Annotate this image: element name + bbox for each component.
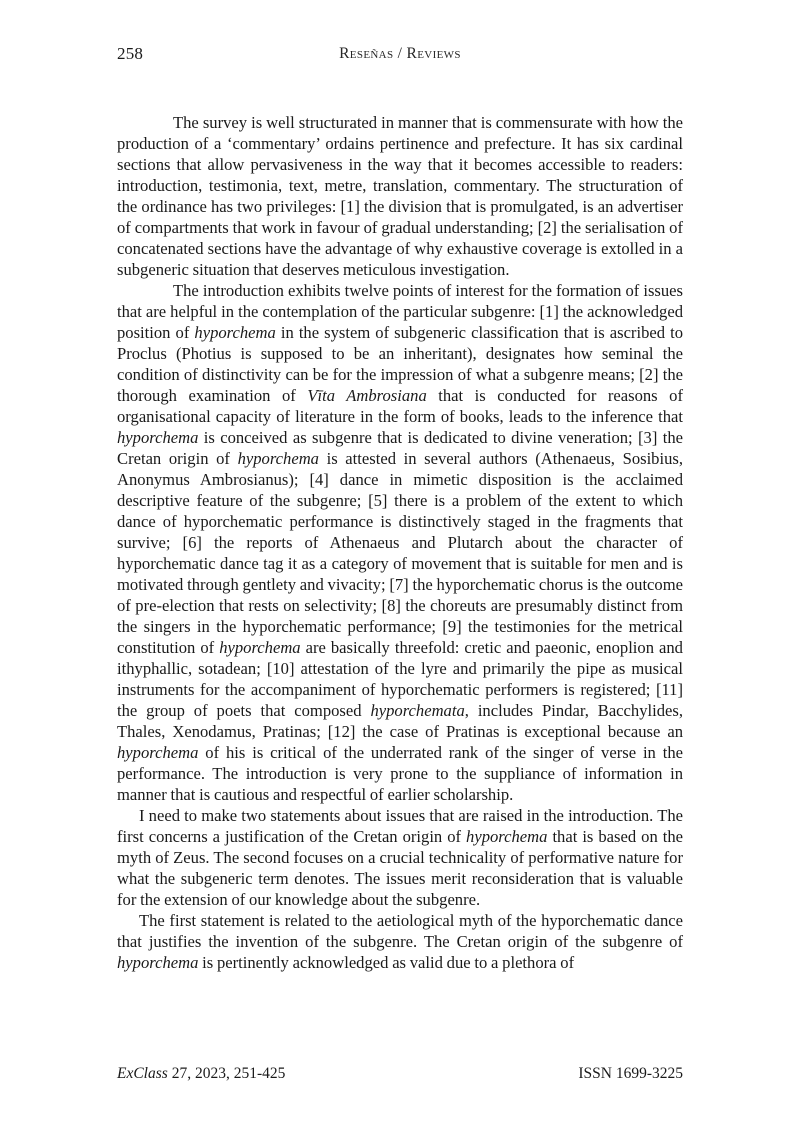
- italic-term: hyporchema: [237, 449, 319, 468]
- text-run: is conceived as subgenre that is dedicated to divine veneration; [3] the Cretan origin of: [117, 428, 683, 468]
- page-number: 258: [117, 44, 144, 63]
- paragraph-para-introduction: [117, 280, 683, 805]
- text-run: The survey is well structurated in manner that is commensurate with how the production of a ‘commentary’ ordains pertinence and prefecture. It has six cardinal sections that allow pervasiveness in the way that it becomes accessible to readers: introduction, testimonia, text, metre, translation, commentary. The structuration of the ordinance has two privileges: [1] the division that is promulgated, is an advertiser of compartments that work in favour of gradual understanding; [2] the serialisation of concatenated sections have the advantage of why exhaustive coverage is extolled in a subgeneric situation that deserves meticulous investigation.: [117, 113, 683, 279]
- italic-term: hyporchema: [117, 428, 199, 447]
- text-run: is pertinently acknowledged as valid due to a plethora of: [198, 953, 575, 972]
- italic-term: hyporchema: [117, 953, 199, 972]
- text-run: are basically threefold: cretic and paeonic, enoplion and ithyphallic, sotadean; [10] attestation of the lyre and primarily the pipe as musical instruments for the accompaniment of hyporchematic performers is registered; [11] the group of poets that composed: [117, 638, 683, 720]
- footer-citation-detail: 27, 2023, 251-425: [167, 1065, 286, 1082]
- italic-term: hyporchema: [194, 323, 276, 342]
- text-run: is attested in several authors (Athenaeus, Sosibius, Anonymus Ambrosianus); [4] dance in mimetic disposition is the acclaimed descriptive feature of the subgenre; [5] there is a problem of the extent to which dance of hyporchematic performance is distinctively staged in the fragments that survive; [6] the reports of Athenaeus and Plutarch about the character of hyporchematic dance tag it as a category of movement that is suitable for men and is motivated through gentlety and vivacity; [7] the hyporchematic chorus is the outcome of pre-election that rests on selectivity; [8] the choreuts are presumably distinct from the singers in the hyporchematic performance; [9] the testimonies for the metrical constitution of: [117, 449, 683, 657]
- italic-term: hyporchema: [117, 743, 199, 762]
- text-run: The first statement is related to the aetiological myth of the hyporchematic dance that justifies the invention of the subgenre. The Cretan origin of the subgenre of: [117, 911, 683, 951]
- paragraph-para-two-statements: [117, 805, 683, 910]
- italic-term: hyporchemata: [370, 701, 465, 720]
- running-head: [117, 43, 683, 65]
- text-run: that is conducted for reasons of organisational capacity of literature in the form of books, leads to the inference that: [117, 386, 683, 426]
- text-run: of his is critical of the underrated rank of the singer of verse in the performance. The introduction is very prone to the suppliance of information in manner that is cautious and respectful of earlier scholarship.: [117, 743, 683, 804]
- footer-citation: [117, 1063, 285, 1085]
- text-run: The introduction exhibits twelve points of interest for the formation of issues that are helpful in the contemplation of the particular subgenre: [1] the acknowledged position of: [117, 281, 683, 342]
- text-run: , includes Pindar, Bacchylides, Thales, Xenodamus, Pratinas; [12] the case of Pratinas is exceptional because an: [117, 701, 683, 741]
- italic-term: hyporchema: [466, 827, 548, 846]
- footer-issn: ISSN 1699-3225: [578, 1065, 683, 1082]
- text-run: I need to make two statements about issues that are raised in the introduction. The first concerns a justification of the Cretan origin of: [117, 806, 683, 846]
- text-run: in the system of subgeneric classification that is ascribed to Proclus (Photius is supposed to be an inheritant), designates how seminal the condition of distinctivity can be for the impression of what a subgenre means; [2] the thorough examination of: [117, 323, 683, 405]
- italic-term: hyporchema: [219, 638, 301, 657]
- body-text-block: [117, 112, 683, 973]
- text-run: that is based on the myth of Zeus. The second focuses on a crucial technicality of performative nature for what the subgeneric term denotes. The issues merit reconsideration that is valuable for the extension of our knowledge about the subgenre.: [117, 827, 684, 909]
- footer-journal-title: ExClass: [117, 1065, 168, 1082]
- italic-term: Vīta Ambrosiana: [307, 386, 427, 405]
- paragraph-para-first-statement: [117, 910, 683, 973]
- paragraph-para-survey: [117, 112, 683, 280]
- running-head-title: Reseñas / Reviews: [339, 45, 461, 62]
- page-footer: [117, 1063, 683, 1085]
